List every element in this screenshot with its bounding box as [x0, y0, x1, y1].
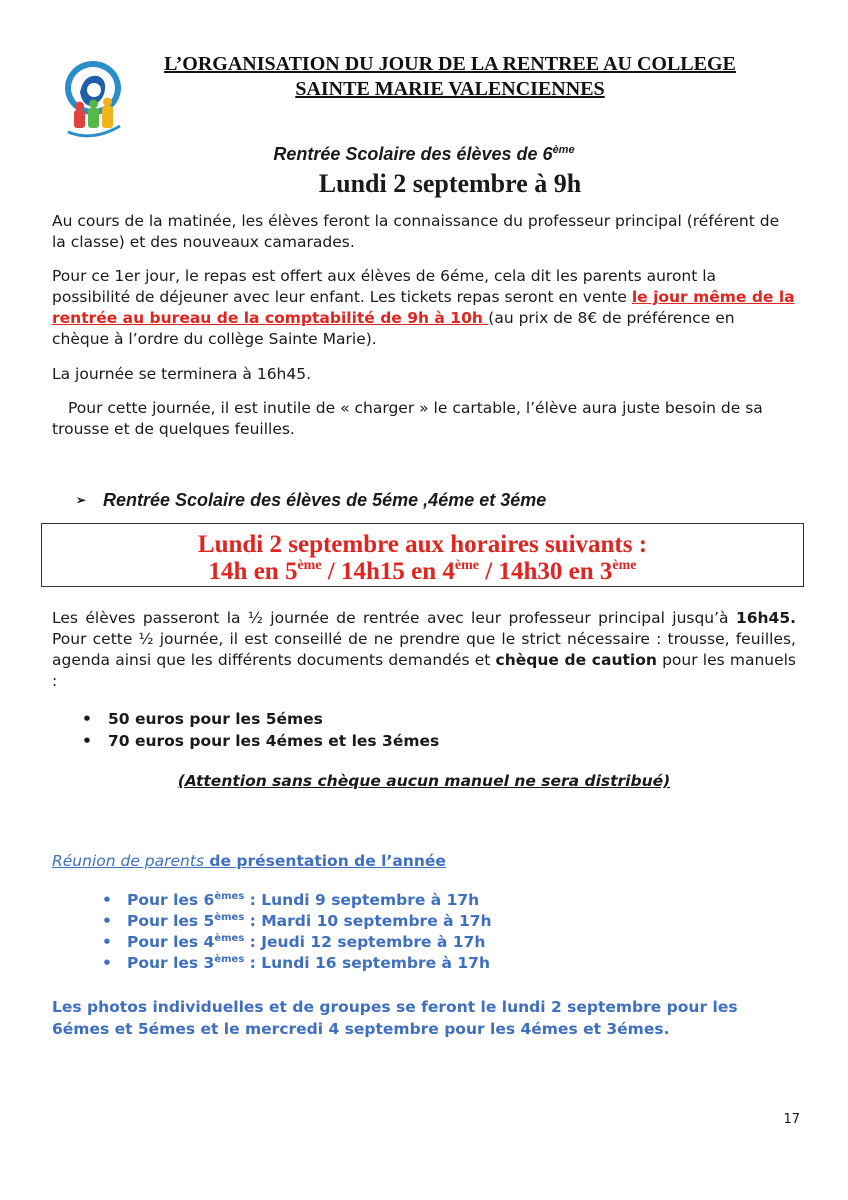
autres-para-cheque: chèque de caution — [495, 651, 657, 669]
box-time-3: / 14h30 en 3 — [479, 558, 613, 585]
reunion-item-pre: Pour les 3 — [127, 954, 215, 972]
sixieme-paragraph-1: Au cours de la matinée, les élèves feront la connaissance du professeur principal (référent de la classe) et des nouveaux camarades. — [52, 212, 780, 251]
reunion-title-rest: de présentation de l’année — [204, 852, 446, 870]
reunion-item-post: : Mardi 10 septembre à 17h — [244, 912, 492, 930]
autres-para-time: 16h45. — [735, 609, 796, 627]
list-item — [52, 890, 752, 911]
caution-item-text: 50 euros pour les 5émes — [108, 710, 323, 728]
sixieme-subtitle — [52, 142, 796, 166]
bullet-dot-icon: • — [102, 933, 112, 951]
arrow-bullet-icon: ➢ — [76, 493, 87, 507]
autres-para-b: Pour cette ½ journée, il est conseillé de ne prendre que le strict nécessaire : trousse, feuilles, agenda ainsi que les différents documents demandés et — [52, 630, 796, 669]
reunion-item-sup: èmes — [214, 954, 245, 965]
reunion-item-post: : Lundi 9 septembre à 17h — [244, 891, 480, 909]
schedule-box — [41, 523, 804, 587]
list-item — [52, 932, 752, 953]
school-family-logo-icon — [60, 58, 126, 144]
autres-para-c: pour les manuels : — [52, 651, 797, 690]
list-item — [52, 911, 752, 932]
box-time-4: / 14h15 en 4 — [321, 558, 455, 585]
schedule-box-line-1: Lundi 2 septembre aux horaires suivants : — [197, 531, 648, 558]
box-sup-4: ème — [454, 558, 479, 573]
list-item — [52, 730, 752, 752]
meal-ticket-highlight: le jour même de la rentrée au bureau de la comptabilité de 9h à 10h — [52, 288, 795, 327]
page-title — [130, 52, 770, 102]
reunion-item-pre: Pour les 6 — [127, 891, 215, 909]
title-line-1: L’ORGANISATION DU JOUR DE LA RENTREE AU COLLEGE — [164, 53, 736, 75]
bullet-dot-icon: • — [82, 710, 92, 728]
reunion-item-post: : Jeudi 12 septembre à 17h — [244, 933, 486, 951]
autres-para-a: Les élèves passeront la ½ journée de rentrée avec leur professeur principal jusqu’à — [52, 609, 736, 627]
reunion-item-pre: Pour les 4 — [127, 933, 215, 951]
photos-note: Les photos individuelles et de groupes se feront le lundi 2 septembre pour les 6émes et 5émes et le mercredi 4 septembre pour les 4émes et 3émes. — [52, 998, 738, 1038]
schedule-box-line-2 — [42, 557, 803, 587]
list-item — [52, 708, 752, 730]
bullet-dot-icon: • — [82, 732, 92, 750]
page-number: 17 — [783, 1112, 800, 1127]
sixieme-subtitle-text: Rentrée Scolaire des élèves de 6 — [273, 144, 553, 164]
sixieme-date: Lundi 2 septembre à 9h — [318, 169, 582, 198]
bullet-dot-icon: • — [102, 912, 112, 930]
attention-note: (Attention sans chèque aucun manuel ne sera distribué) — [177, 772, 671, 790]
sixieme-paragraph-4: Pour cette journée, il est inutile de « charger » le cartable, l’élève aura juste besoin de sa trousse et de quelques feuilles. — [52, 399, 763, 438]
reunion-item-sup: èmes — [214, 933, 245, 944]
reunion-item-pre: Pour les 5 — [127, 912, 215, 930]
sixieme-paragraph-3: La journée se terminera à 16h45. — [52, 365, 312, 383]
reunion-title — [52, 850, 796, 872]
bullet-dot-icon: • — [102, 954, 112, 972]
sixieme-paragraph-2 — [52, 266, 796, 350]
box-time-5: 14h en 5 — [208, 558, 298, 585]
reunion-list — [52, 890, 752, 974]
para2-end: (au prix de 8€ de préférence en chèque à l’ordre du collège Sainte Marie). — [52, 309, 735, 348]
autres-heading-text: Rentrée Scolaire des élèves de 5éme ,4éme et 3éme — [103, 490, 547, 510]
box-sup-5: ème — [297, 558, 322, 573]
list-item — [52, 953, 752, 974]
sixieme-subtitle-sup: ème — [552, 144, 575, 156]
caution-item-text: 70 euros pour les 4émes et les 3émes — [108, 732, 440, 750]
reunion-item-sup: èmes — [214, 912, 245, 923]
reunion-item-sup: èmes — [214, 891, 245, 902]
title-line-2: SAINTE MARIE VALENCIENNES — [295, 78, 605, 100]
reunion-item-post: : Lundi 16 septembre à 17h — [244, 954, 490, 972]
para2-start: Pour ce 1er jour, le repas est offert aux élèves de 6éme, cela dit les parents auront la possibilité de déjeuner avec leur enfant. Les tickets repas seront en vente — [52, 267, 717, 306]
caution-list — [52, 708, 752, 752]
box-sup-3: ème — [612, 558, 637, 573]
bullet-dot-icon: • — [102, 891, 112, 909]
reunion-title-italic: Réunion de parents — [52, 852, 205, 870]
autres-paragraph — [52, 608, 796, 692]
